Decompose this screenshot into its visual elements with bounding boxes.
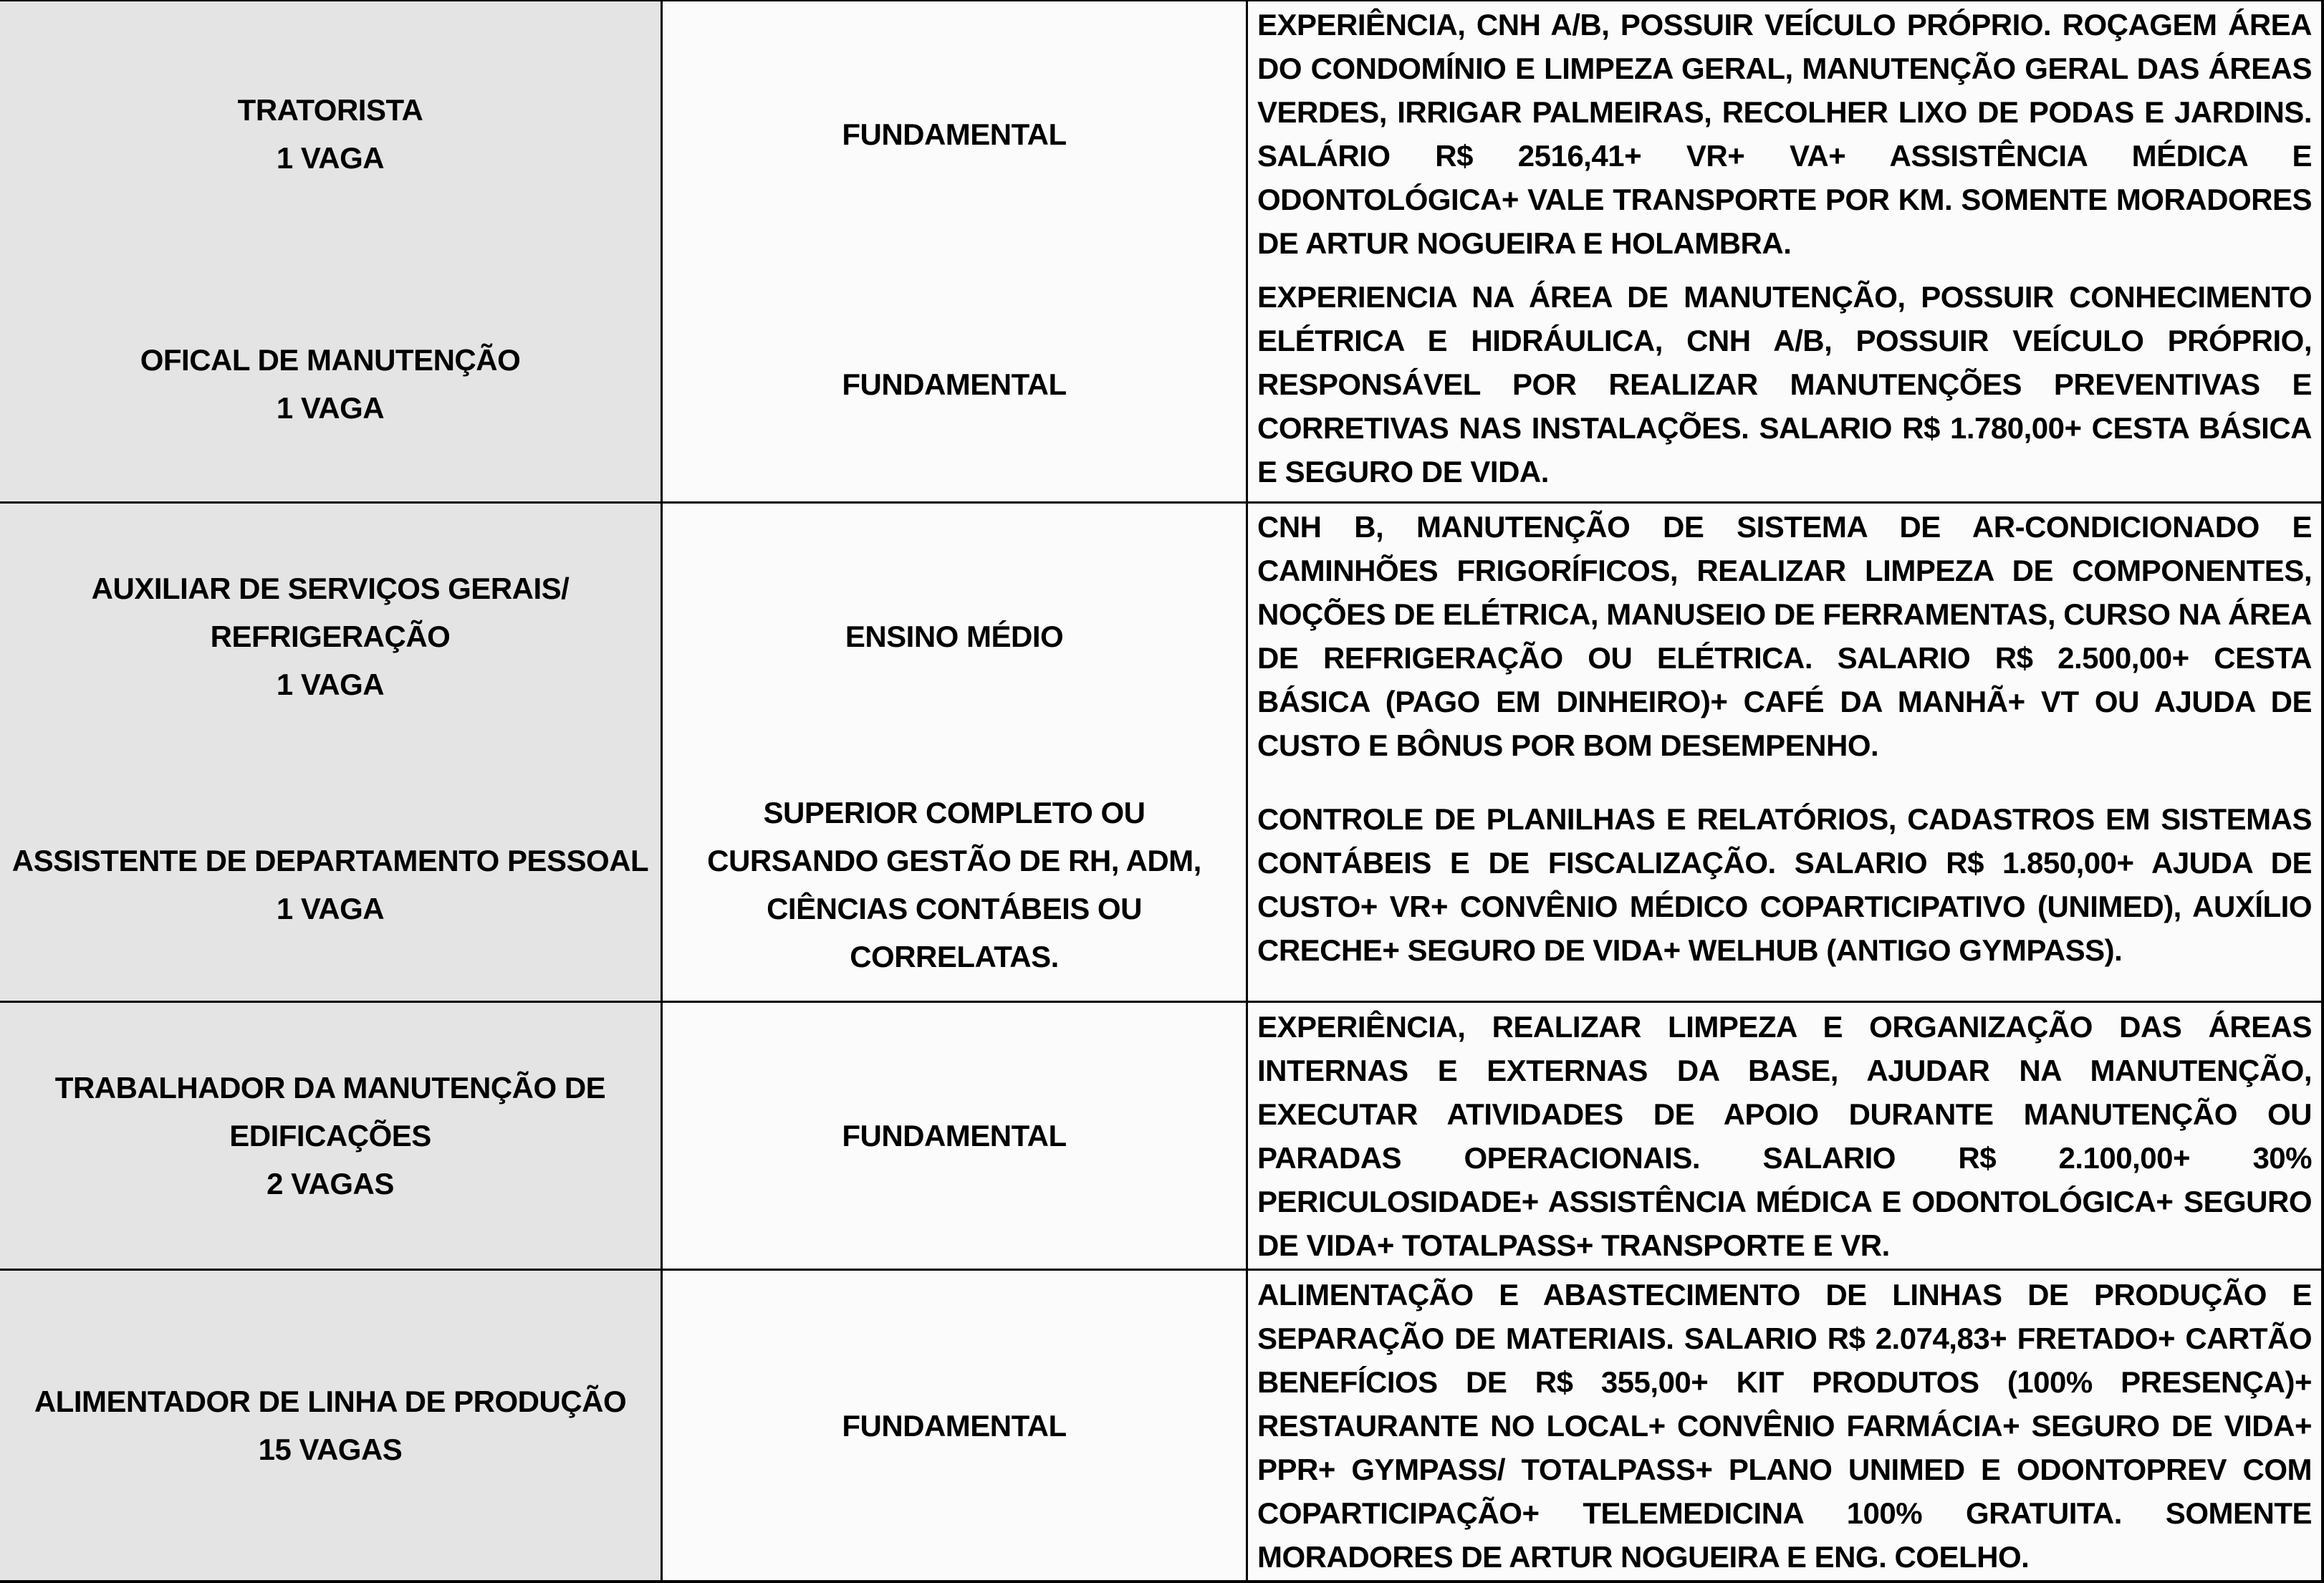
vacancy-count: 1 VAGA: [276, 667, 385, 701]
education-level: FUNDAMENTAL: [842, 1408, 1067, 1443]
job-description: EXPERIÊNCIA, CNH A/B, POSSUIR VEÍCULO PRÓPRIO. ROÇAGEM ÁREA DO CONDOMÍNIO E LIMPEZA GERAL, MANUTENÇÃO GERAL DAS ÁREAS VERDES, IRRIGAR PALMEIRAS, RECOLHER LIXO DE PODAS E JARDINS. SALÁRIO R$ 2516,41+ VR+ VA+ ASSISTÊNCIA MÉDICA E ODONTOLÓGICA+ VALE TRANSPORTE POR KM. SOMENTE MORADORES DE ARTUR NOGUEIRA E HOLAMBRA.: [1257, 8, 2312, 260]
education-level: FUNDAMENTAL: [842, 367, 1067, 401]
job-title-cell: [0, 266, 663, 501]
table-row: [0, 266, 2324, 504]
job-title: AUXILIAR DE SERVIÇOS GERAIS/ REFRIGERAÇÃO: [91, 571, 570, 653]
vacancy-count: 1 VAGA: [276, 892, 385, 925]
job-title-cell: [0, 504, 663, 769]
job-title-cell: [0, 1003, 663, 1269]
description-cell: [1248, 1271, 2324, 1580]
education-cell: [663, 504, 1248, 769]
job-title: ALIMENTADOR DE LINHA DE PRODUÇÃO: [34, 1385, 627, 1418]
job-title: TRATORISTA: [237, 93, 423, 127]
job-description: EXPERIÊNCIA, REALIZAR LIMPEZA E ORGANIZAÇÃO DAS ÁREAS INTERNAS E EXTERNAS DA BASE, AJUDAR NA MANUTENÇÃO, EXECUTAR ATIVIDADES DE APOIO DURANTE MANUTENÇÃO OU PARADAS OPERACIONAIS. SALARIO R$ 2.100,00+ 30% PERICULOSIDADE+ ASSISTÊNCIA MÉDICA E ODONTOLÓGICA+ SEGURO DE VIDA+ TOTALPASS+ TRANSPORTE E VR.: [1257, 1009, 2312, 1262]
job-description: CNH B, MANUTENÇÃO DE SISTEMA DE AR-CONDICIONADO E CAMINHÕES FRIGORÍFICOS, REALIZAR LIMPEZA DE COMPONENTES, NOÇÕES DE ELÉTRICA, MANUSEIO DE FERRAMENTAS, CURSO NA ÁREA DE REFRIGERAÇÃO OU ELÉTRICA. SALARIO R$ 2.500,00+ CESTA BÁSICA (PAGO EM DINHEIRO)+ CAFÉ DA MANHÃ+ VT OU AJUDA DE CUSTO E BÔNUS POR BOM DESEMPENHO.: [1257, 510, 2312, 762]
education-cell: [663, 1, 1248, 266]
description-cell: [1248, 504, 2324, 769]
table-row: [0, 1003, 2324, 1271]
education-level: FUNDAMENTAL: [842, 117, 1067, 151]
vacancy-count: 1 VAGA: [276, 391, 385, 425]
education-level: FUNDAMENTAL: [842, 1119, 1067, 1153]
education-level: ENSINO MÉDIO: [845, 619, 1064, 653]
description-cell: [1248, 1, 2324, 266]
education-cell: [663, 1271, 1248, 1580]
description-cell: [1248, 769, 2324, 1001]
table-row: [0, 1271, 2324, 1583]
table-row: [0, 1, 2324, 266]
description-cell: [1248, 266, 2324, 501]
vacancy-count: 2 VAGAS: [267, 1167, 394, 1201]
job-description: CONTROLE DE PLANILHAS E RELATÓRIOS, CADASTROS EM SISTEMAS CONTÁBEIS E DE FISCALIZAÇÃO. SALARIO R$ 1.850,00+ AJUDA DE CUSTO+ VR+ CONVÊNIO MÉDICO COPARTICIPATIVO (UNIMED), AUXÍLIO CRECHE+ SEGURO DE VIDA+ WELHUB (ANTIGO GYMPASS).: [1257, 802, 2312, 967]
vacancy-count: 1 VAGA: [276, 141, 385, 175]
description-cell: [1248, 1003, 2324, 1269]
table-row: [0, 769, 2324, 1003]
education-cell: [663, 1003, 1248, 1269]
job-title: TRABALHADOR DA MANUTENÇÃO DE EDIFICAÇÕES: [54, 1071, 606, 1153]
job-description: EXPERIENCIA NA ÁREA DE MANUTENÇÃO, POSSUIR CONHECIMENTO ELÉTRICA E HIDRÁULICA, CNH A/B, POSSUIR VEÍCULO PRÓPRIO, RESPONSÁVEL POR REALIZAR MANUTENÇÕES PREVENTIVAS E CORRETIVAS NAS INSTALAÇÕES. SALARIO R$ 1.780,00+ CESTA BÁSICA E SEGURO DE VIDA.: [1257, 279, 2312, 489]
vacancy-count: 15 VAGAS: [258, 1433, 403, 1466]
education-level: SUPERIOR COMPLETO OU CURSANDO GESTÃO DE RH, ADM, CIÊNCIAS CONTÁBEIS OU CORRELATAS.: [707, 796, 1201, 973]
job-title: OFICAL DE MANUTENÇÃO: [140, 343, 521, 377]
education-cell: [663, 266, 1248, 501]
job-title: ASSISTENTE DE DEPARTAMENTO PESSOAL: [11, 844, 649, 877]
education-cell: [663, 769, 1248, 1001]
job-title-cell: [0, 1271, 663, 1580]
job-description: ALIMENTAÇÃO E ABASTECIMENTO DE LINHAS DE PRODUÇÃO E SEPARAÇÃO DE MATERIAIS. SALARIO R$ 2.074,83+ FRETADO+ CARTÃO BENEFÍCIOS DE R$ 355,00+ KIT PRODUTOS (100% PRESENÇA)+ RESTAURANTE NO LOCAL+ CONVÊNIO FARMÁCIA+ SEGURO DE VIDA+ PPR+ GYMPASS/ TOTALPASS+ PLANO UNIMED E ODONTOPREV COM COPARTICIPAÇÃO+ TELEMEDICINA 100% GRATUITA. SOMENTE MORADORES DE ARTUR NOGUEIRA E ENG. COELHO.: [1257, 1277, 2312, 1574]
job-title-cell: [0, 769, 663, 1001]
job-title-cell: [0, 1, 663, 266]
table-row: [0, 504, 2324, 769]
